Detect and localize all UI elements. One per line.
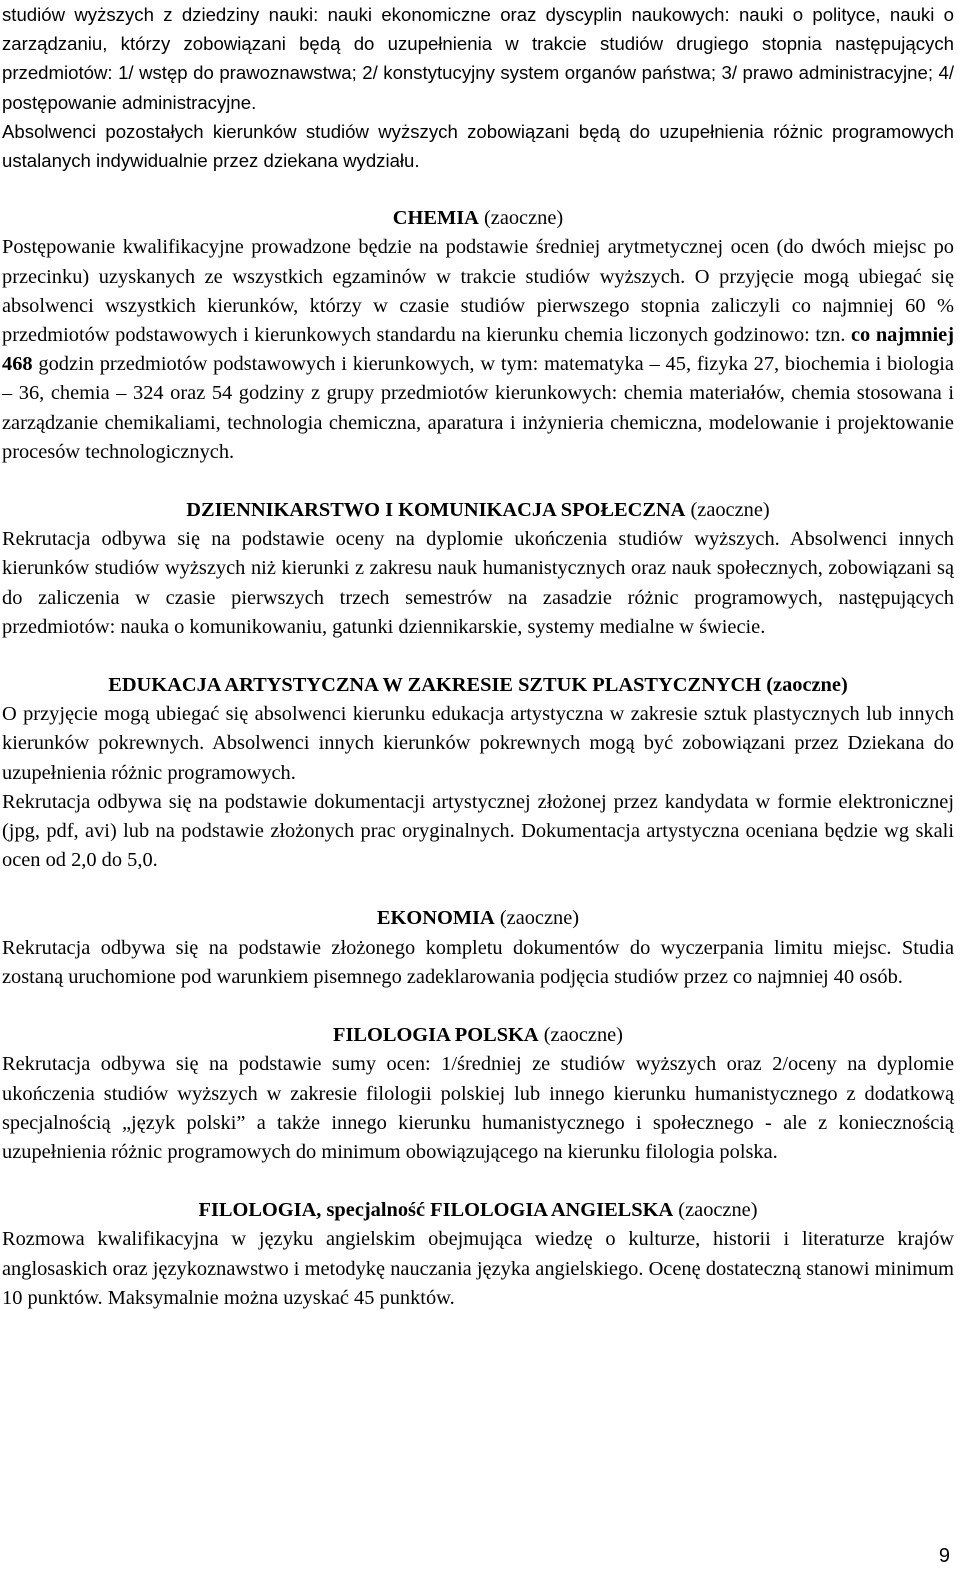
filologia-polska-paragraph: Rekrutacja odbywa się na podstawie sumy ocen: 1/średniej ze studiów wyższych oraz 2/oceny na dyplomie ukończenia studiów wyższych w zakresie filologii polskiej lub innego kierunku humanistycznego z dodatkową specjalnością „język polski” a także innego kierunku humanistycznego i społecznego - ale z koniecznością uzupełnienia różnic programowych do minimum obowiązującego na kierunku filologia polska.: [2, 1053, 954, 1163]
heading-title: CHEMIA: [392, 207, 479, 230]
chemia-text-a: Postępowanie kwalifikacyjne prowadzone będzie na podstawie średniej arytmetycznej ocen (do dwóch miejsc po przecinku) uzyskanych ze wszystkich egzaminów w trakcie studiów wyższych.: [2, 236, 954, 288]
heading-mode: (zaoczne): [673, 1199, 758, 1222]
chemia-text-b: O przyjęcie mogą ubiegać się absolwenci wszystkich kierunków, którzy w czasie studiów pierwszego stopnia zaliczyli co najmniej 60 % przedmiotów podstawowych i kierunkowych standardu na kierunku chemia liczonych godzinowo: tzn.: [2, 265, 954, 347]
section-gap: [2, 467, 954, 496]
section-gap: [2, 1167, 954, 1196]
section-gap: [2, 175, 954, 204]
heading-title: EDUKACJA ARTYSTYCZNA W ZAKRESIE SZTUK PLASTYCZNYCH: [108, 674, 762, 697]
heading-title: EKONOMIA: [376, 907, 495, 930]
heading-mode: (zaoczne): [761, 674, 848, 697]
page-number: 9: [938, 1545, 950, 1567]
dziennikarstwo-paragraph: Rekrutacja odbywa się na podstawie oceny na dyplomie ukończenia studiów wyższych. Absolwenci innych kierunków studiów wyższych niż kierunki z zakresu nauk humanistycznych oraz nauk społecznych, zobowiązani są do zaliczenia w czasie pierwszych trzech semestrów na zasadzie różnic programowych, następujących przedmiotów: nauka o komunikowaniu, gatunki dziennikarskie, systemy medialne w świecie.: [2, 528, 954, 638]
filologia-angielska-paragraph: Rozmowa kwalifikacyjna w języku angielskim obejmująca wiedzę o kulturze, historii i literaturze krajów anglosaskich oraz językoznawstwo i metodykę nauczania języka angielskiego. Ocenę dostateczną stanowi minimum 10 punktów. Maksymalnie można uzyskać 45 punktów.: [2, 1228, 954, 1309]
heading-title: FILOLOGIA, specjalność FILOLOGIA ANGIELSKA: [198, 1199, 674, 1222]
chemia-paragraph: [2, 233, 954, 467]
edukacja-paragraph-1: O przyjęcie mogą ubiegać się absolwenci kierunku edukacja artystyczna w zakresie sztuk plastycznych lub innych kierunków pokrewnych. Absolwenci innych kierunków pokrewnych mogą być zobowiązani przez Dziekana do uzupełnienia różnic programowych.: [2, 703, 954, 784]
heading-mode: (zaoczne): [478, 207, 564, 230]
heading-title: FILOLOGIA POLSKA: [333, 1024, 539, 1047]
intro-paragraph-1: studiów wyższych z dziedziny nauki: nauki ekonomiczne oraz dyscyplin naukowych: nauki o polityce, nauki o zarządzaniu, którzy zobowiązani będą do uzupełnienia w trakcie studiów drugiego stopnia następujących przedmiotów: 1/ wstęp do prawoznawstwa; 2/ konstytucyjny system organów państwa; 3/ prawo administracyjne; 4/ postępowanie administracyjne.: [2, 4, 954, 113]
heading-mode: (zaoczne): [685, 499, 770, 522]
intro-paragraph-2: Absolwenci pozostałych kierunków studiów wyższych zobowiązani będą do uzupełnienia różnic programowych ustalanych indywidualnie przez dziekana wydziału.: [2, 120, 954, 172]
heading-mode: (zaoczne): [538, 1024, 623, 1047]
section-heading-chemia: [2, 204, 954, 233]
section-gap: [2, 992, 954, 1021]
section-heading-filologia-polska: [2, 1021, 954, 1050]
section-heading-edukacja: [2, 671, 954, 700]
ekonomia-paragraph: Rekrutacja odbywa się na podstawie złożonego kompletu dokumentów do wyczerpania limitu miejsc. Studia zostaną uruchomione pod warunkiem pisemnego zadeklarowania podjęcia studiów przez co najmniej 40 osób.: [2, 936, 954, 988]
section-heading-dziennikarstwo: [2, 496, 954, 525]
chemia-text-c: godzin przedmiotów podstawowych i kierunkowych, w tym: matematyka – 45, fizyka 27, biochemia i biologia – 36, chemia – 324 oraz 54 godziny z grupy przedmiotów kierunkowych: chemia materiałów, chemia stosowana i zarządzanie chemikaliami, technologia chemiczna, aparatura i inżynieria chemiczna, modelowanie i projektowanie procesów technologicznych.: [2, 353, 954, 463]
edukacja-paragraph-2: Rekrutacja odbywa się na podstawie dokumentacji artystycznej złożonej przez kandydata w formie elektronicznej (jpg, pdf, avi) lub na podstawie złożonych prac oryginalnych. Dokumentacja artystyczna oceniana będzie wg skali ocen od 2,0 do 5,0.: [2, 790, 954, 872]
section-heading-ekonomia: [2, 904, 954, 933]
heading-title: DZIENNIKARSTWO I KOMUNIKACJA SPOŁECZNA: [186, 499, 686, 522]
section-heading-filologia-angielska: [2, 1196, 954, 1225]
section-gap: [2, 875, 954, 904]
chemia-text-bold: co najmniej 468: [2, 324, 954, 376]
section-gap: [2, 642, 954, 671]
heading-mode: (zaoczne): [494, 907, 580, 930]
